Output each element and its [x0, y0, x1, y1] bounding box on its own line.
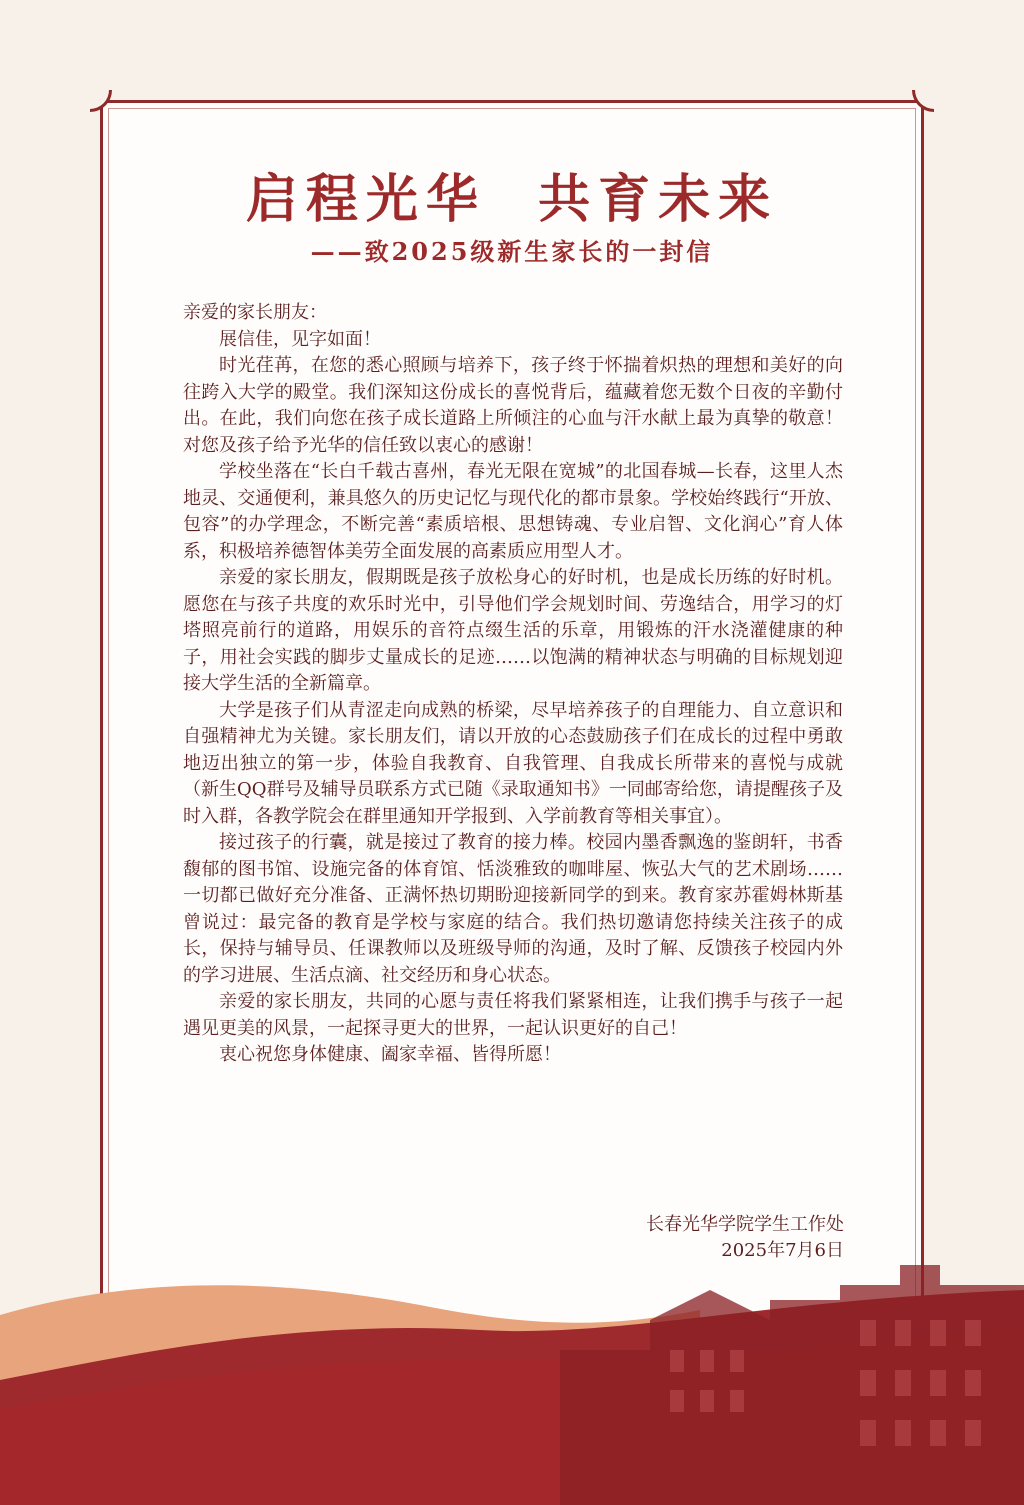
paragraph: 衷心祝您身体健康、阖家幸福、皆得所愿！ — [219, 1044, 561, 1065]
signature: 长春光华学院学生工作处 — [646, 1214, 844, 1235]
paragraph: 大学是孩子们从青涩走向成熟的桥梁，尽早培养孩子的自理能力、自立意识和自强精神尤为关键。家长朋友们，请以开放的心态鼓励孩子们在成长的过程中勇敢地迈出独立的第一步，体验自我教育、自我管理、自我成长所带来的喜悦与成就（新生QQ群号及辅导员联系方式已随《录取通知书》一同邮寄给您，请提醒孩子及时入群，各教学院会在群里通知开学报到、入学前教育等相关事宜）。 — [183, 699, 843, 827]
letter-title: 启程光华 共育未来 — [245, 169, 779, 230]
letter-body — [183, 300, 843, 1069]
letter-date: 2025年7月6日 — [721, 1240, 844, 1261]
paragraph: 亲爱的家长朋友，假期既是孩子放松身心的好时机，也是成长历练的好时机。愿您在与孩子共度的欢乐时光中，引导他们学会规划时间、劳逸结合，用学习的灯塔照亮前行的道路，用娱乐的音符点缀生活的乐章，用锻炼的汗水浇灌健康的种子，用社会实践的脚步丈量成长的足迹……以饱满的精神状态与明确的目标规划迎接大学生活的全新篇章。 — [183, 567, 843, 694]
paragraph: 接过孩子的行囊，就是接过了教育的接力棒。校园内墨香飘逸的鉴朗轩，书香馥郁的图书馆、设施完备的体育馆、恬淡雅致的咖啡屋、恢弘大气的艺术剧场……一切都已做好充分准备、正满怀热切期盼迎接新同学的到来。教育家苏霍姆林斯基曾说过：最完备的教育是学校与家庭的结合。我们热切邀请您持续关注孩子的成长，保持与辅导员、任课教师以及班级导师的沟通，及时了解、反馈孩子校园内外的学习进展、生活点滴、社交经历和身心状态。 — [183, 832, 843, 986]
paragraph: 亲爱的家长朋友，共同的心愿与责任将我们紧紧相连，让我们携手与孩子一起遇见更美的风景，一起探寻更大的世界，一起认识更好的自己！ — [183, 991, 843, 1039]
letter-subtitle: ——致2025级新生家长的一封信 — [310, 237, 714, 266]
signature-block — [646, 1212, 844, 1264]
salutation: 亲爱的家长朋友： — [183, 302, 327, 323]
paragraph: 时光荏苒，在您的悉心照顾与培养下，孩子终于怀揣着炽热的理想和美好的向往跨入大学的殿堂。我们深知这份成长的喜悦背后，蕴藏着您无数个日夜的辛勤付出。在此，我们向您在孩子成长道路上所倾注的心血与汗水献上最为真挚的敬意！对您及孩子给予光华的信任致以衷心的感谢！ — [183, 355, 843, 456]
paragraph: 展信佳，见字如面！ — [219, 328, 381, 350]
campus-building-illustration — [0, 1260, 1024, 1505]
paragraph: 学校坐落在“长白千载古喜州，春光无限在宽城”的北国春城—长春，这里人杰地灵、交通便利，兼具悠久的历史记忆与现代化的都市景象。学校始终践行“开放、包容”的办学理念，不断完善“素质培根、思想铸魂、专业启智、文化润心”育人体系，积极培养德智体美劳全面发展的高素质应用型人才。 — [183, 461, 843, 562]
